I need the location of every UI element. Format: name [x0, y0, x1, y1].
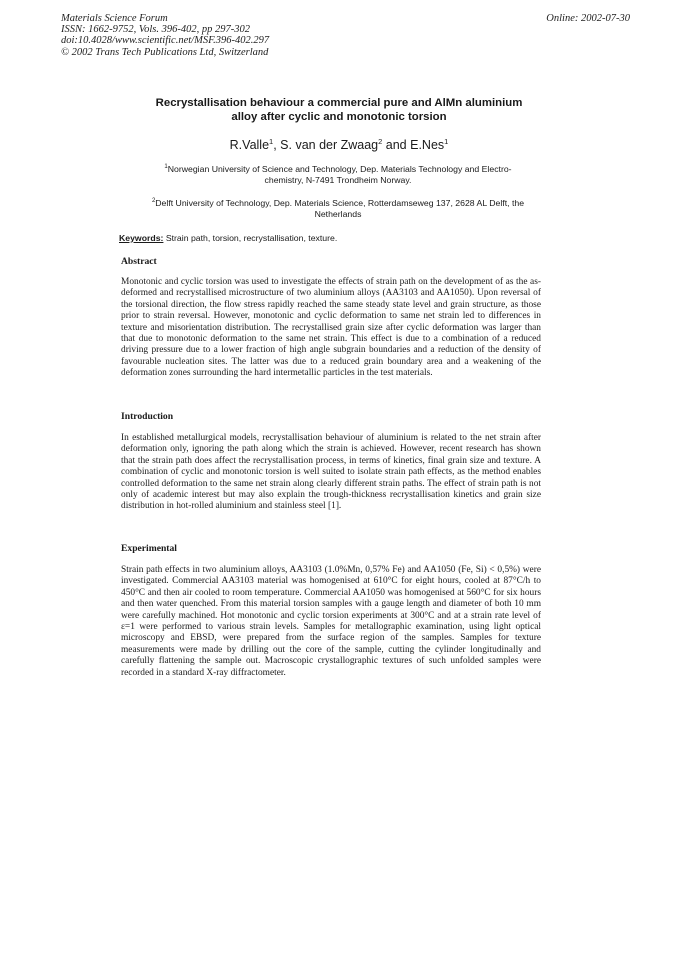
author-affiliation-mark: 2: [378, 137, 383, 146]
author-conjunction: and: [382, 138, 411, 153]
issn-line: ISSN: 1662-9752, Vols. 396-402, pp 297-302: [61, 24, 250, 36]
keywords-label: Keywords:: [119, 233, 164, 243]
keywords-line: [119, 233, 337, 243]
affiliation-1: [118, 162, 558, 187]
author-name: E.Nes: [410, 138, 445, 153]
affiliation-mark: 1: [164, 164, 168, 170]
title-line-2: alloy after cyclic and monotonic torsion: [231, 111, 447, 123]
journal-name: Materials Science Forum: [61, 13, 168, 24]
title-line-1: Recrystallisation behaviour a commercial pure and AlMn aluminium: [155, 97, 523, 109]
experimental-heading: Experimental: [121, 543, 177, 554]
author-affiliation-mark: 1: [269, 137, 274, 146]
author-affiliation-mark: 1: [444, 137, 449, 146]
affiliation-line: Netherlands: [314, 209, 362, 220]
affiliation-line: Delft University of Technology, Dep. Materials Science, Rotterdamseweg 137, 2628 AL Delft, the: [155, 197, 525, 208]
affiliation-line: Norwegian University of Science and Technology, Dep. Materials Technology and Electro-: [167, 163, 512, 174]
publication-header: [61, 13, 269, 58]
keywords-list: Strain path, torsion, recrystallisation, texture.: [163, 233, 338, 243]
author-separator: ,: [273, 138, 281, 153]
doi-line: doi:10.4028/www.scientific.net/MSF.396-402.297: [61, 35, 270, 47]
author-name: R.Valle: [229, 138, 270, 153]
abstract-heading: Abstract: [121, 256, 157, 267]
affiliation-2: [118, 196, 558, 221]
experimental-text: Strain path effects in two aluminium alloys, AA3103 (1.0%Mn, 0,57% Fe) and AA1050 (Fe, Si) < 0,5%) were investigated. Commercial AA3103 material was homogenised at 610°C for eight hours, cooled at 87°C/h to 450°C and then air cooled to room temperature. Commercial AA1050 was homogenised at 560°C for six hours and then water quenched. From this material torsion samples with a gauge length and diameter of both 10 mm were carefully machined. Hot monotonic and cyclic torsion experiments at 300°C and at a strain rate level of ε=1 were performed to various strain levels. Samples for metallographic examination, using light optical microscopy and EBSD, were prepared from the surface region of the samples. Samples for texture measurements were made by drilling out the core of the sample, cutting the cylinder longitudinally and carefully flattening the sample out. Macroscopic crystallographic textures of such unfolded samples were recorded in a standard X-ray diffractometer.: [121, 565, 541, 678]
author-list: [100, 137, 578, 152]
introduction-text: In established metallurgical models, recrystallisation behaviour of aluminium is related to the net strain after deformation only, ignoring the path along which the strain is achieved. However, recent research has shown that the strain path does affect the recrystallisation process, in terms of kinetics, final grain size and texture. A combination of cyclic and monotonic torsion is well suited to isolate strain path effects, as the method enables controlled deformation to the same net strain along clearly different strain paths. The effect of strain path is not only of academic interest but may also explain the trough-thickness recrystallisation kinetics and grain size distribution in hot-rolled aluminium and stainless steel [1].: [121, 433, 541, 512]
author-name: S. van der Zwaag: [280, 138, 379, 153]
affiliation-line: chemistry, N-7491 Trondheim Norway.: [264, 175, 412, 186]
copyright-line: © 2002 Trans Tech Publications Ltd, Switzerland: [61, 46, 269, 58]
introduction-heading: Introduction: [121, 411, 174, 422]
paper-title: [100, 96, 578, 124]
online-date: Online: 2002-07-30: [546, 13, 630, 24]
abstract-text: Monotonic and cyclic torsion was used to investigate the effects of strain path on the development of as the as-deformed and recrystallised microstructure of two aluminium alloys (AA3103 and AA1050). Upon reversal of the torsional direction, the flow stress rapidly reached the same steady state level and grain structure, as those prior to strain reversal. However, monotonic and cyclic deformation to same net strain led to differences in texture and misorientation distribution. The recrystallised grain size after cyclic deformation was larger than that due to monotonic deformation to the same net strain. This effect is due to a combination of a reduced driving pressure due to a lower fraction of high angle subgrain boundaries and a reduction of the density of favourable nucleation sites. The latter was due to a reduced grain boundary area and a weakening of the deformation zones surrounding the hard intermetallic particles in the test materials.: [121, 277, 541, 379]
affiliation-mark: 2: [151, 198, 156, 204]
